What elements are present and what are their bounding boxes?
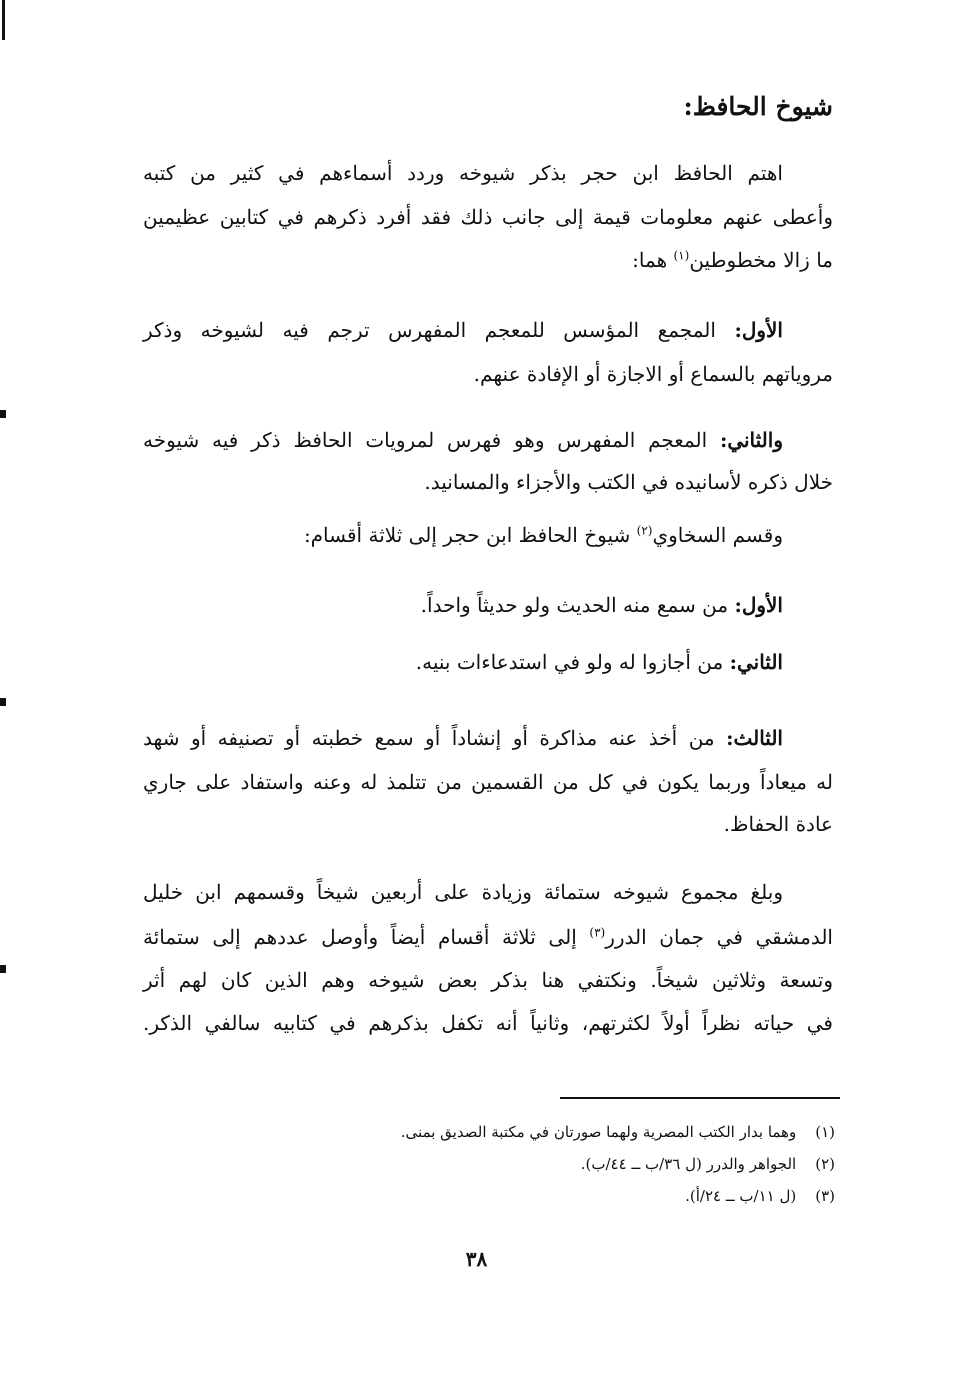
scan-edge-mark [0,410,6,418]
paragraph-4: وقسم السخاوي$^{(٢)}$ شيوخ الحافظ ابن حجر إلى ثلاثة أقسام: [303,523,783,547]
term-second: والثاني: [719,428,783,452]
footnote-separator [560,1097,840,1099]
term-first: الأول: [734,318,783,342]
scan-edge-mark [2,0,5,40]
footnote-text: (ل ١١/ب ــ ٢٤/أ). [685,1187,797,1205]
paragraph-3-line-2: خلال ذكره لأسانيده في الكتب والأجزاء والمسانيد. [424,470,833,494]
scan-edge-mark [0,698,6,706]
paragraph-3-line-1: والثاني: المعجم المفهرس وهو فهرس لمرويات الحافظ ذكر فيه شيوخه [143,428,783,452]
paragraph-1-line-1: اهتم الحافظ ابن حجر بذكر شيوخه وردد أسماءهم في كثير من كتبه [143,161,783,185]
footnote-number: (٣) [815,1187,835,1205]
term-second: الثاني: [729,650,783,674]
footnote-ref-1: (١) [673,248,690,263]
list-item-third-line-3: عادة الحفاظ. [723,812,833,836]
paragraph-5-line-4: في حياته نظراً أولاً لكثرتهم، وثانياً أنه تكفل بذكرهم في كتابيه سالفي الذكر. [143,1011,833,1035]
paragraph-5-line-2: الدمشقي في جمان الدرر$^{(٣)}$ إلى ثلاثة أقسام أيضاً وأوصل عددهم إلى ستمائة [143,925,833,949]
footnote-ref-2: (٢) [636,523,653,538]
footnote-text: وهما بدار الكتب المصرية ولهما صورتان في مكتبة الصديق بمنى. [400,1123,797,1141]
term-third: الثالث: [726,726,783,750]
paragraph-2-line-2: مروياتهم بالسماع أو الاجازة أو الإفادة عنهم. [473,362,833,386]
list-item-first: الأول: من سمع منه الحديث ولو حديثاً واحداً. [420,593,783,617]
footnote-1 [401,1118,835,1146]
paragraph-2-line-1: الأول: المجمع المؤسس للمعجم المفهرس ترجم فيه لشيوخه وذكر [143,318,783,342]
scan-edge-mark [0,965,6,973]
footnote-number: (٢) [815,1155,835,1173]
footnote-ref-3: (٣) [589,925,606,940]
footnote-2 [581,1150,835,1178]
paragraph-1-line-2: وأعطى عنهم معلومات قيمة إلى جانب ذلك فقد أفرد ذكرهم في كتابين عظيمين [143,205,833,229]
list-item-third-line-1: الثالث: من أخذ عنه مذاكرة أو إنشاداً أو سمع خطبته أو تصنيفه أو شهد [143,726,783,750]
list-item-second: الثاني: من أجازوا له ولو في استدعاءات بنيه. [415,650,783,674]
list-item-third-line-2: له ميعاداً وربما يكون في كل من القسمين من تتلمذ له وعنه واستفاد على جاري [143,770,833,794]
footnote-number: (١) [815,1123,835,1141]
section-heading: شيوخ الحافظ: [683,92,833,121]
footnote-text: الجواهر والدرر (ل ٣٦/ب ــ ٤٤/ب). [580,1155,797,1173]
paragraph-5-line-3: وتسعة وثلاثين شيخاً. ونكتفي هنا بذكر بعض شيوخه وهم الذين كان لهم أثر [143,968,833,992]
paragraph-1-line-3: ما زالا مخطوطين$^{(١)}$ هما: [632,248,833,272]
term-first: الأول: [734,593,783,617]
footnote-3 [685,1182,835,1210]
paragraph-5-line-1: وبلغ مجموع شيوخه ستمائة وزيادة على أربعين شيخاً وقسمهم ابن خليل [143,880,783,904]
page-number: ٣٨ [465,1247,488,1271]
